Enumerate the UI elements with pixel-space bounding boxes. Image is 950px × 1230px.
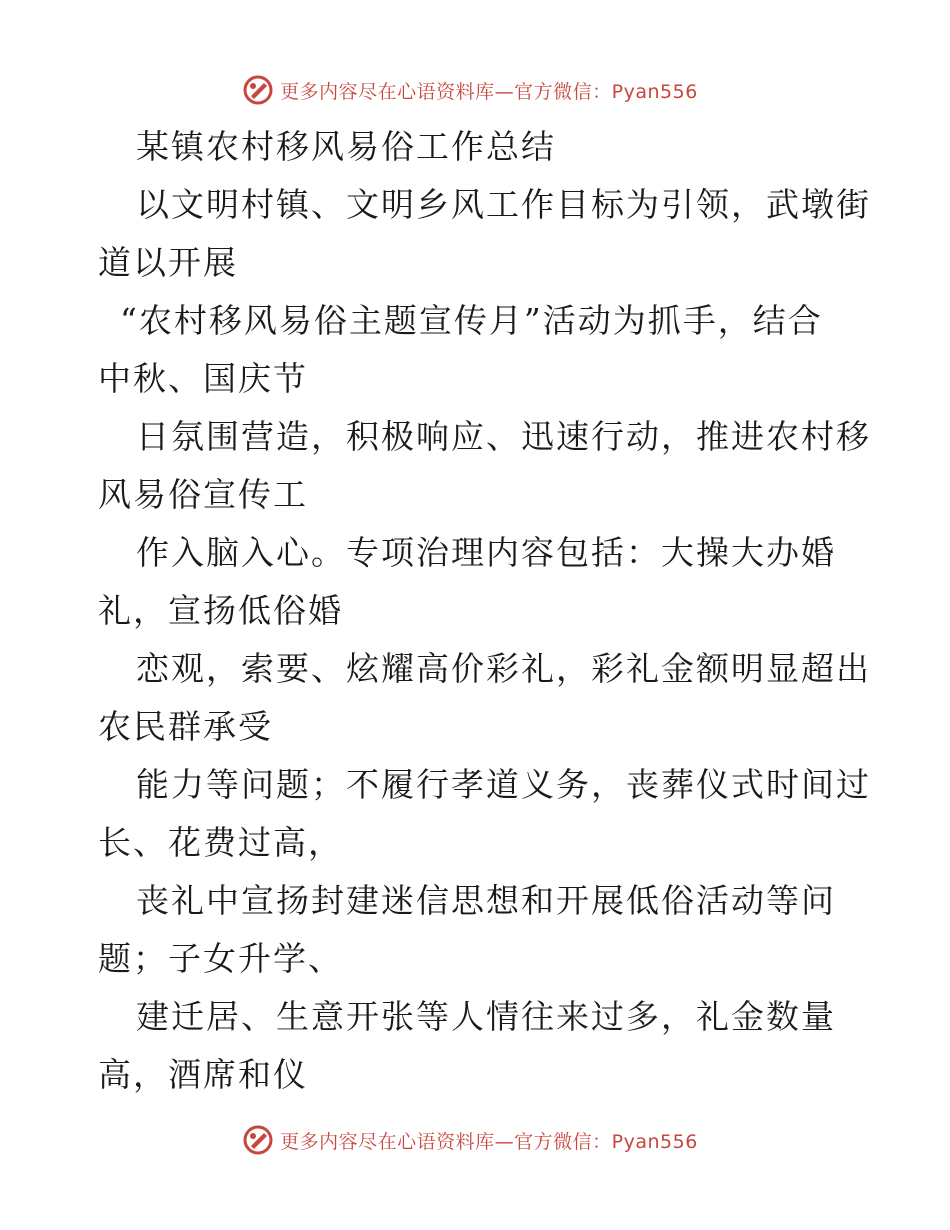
text-line: 恋观，索要、炫耀高价彩礼，彩礼金额明显超出: [136, 649, 871, 688]
brand-logo-icon: [242, 74, 274, 106]
text-line: 能力等问题；不履行孝道义务，丧葬仪式时间过: [136, 765, 871, 804]
text-line: 高，酒席和仪: [98, 1055, 308, 1094]
text-line: 道以开展: [98, 243, 238, 282]
text-line: 长、花费过高，: [98, 823, 343, 862]
document-body: [98, 118, 871, 1104]
text-line: 农民群承受: [98, 707, 273, 746]
footer-banner: [0, 1120, 950, 1160]
text-line: 中秋、国庆节: [98, 359, 308, 398]
header-banner: [0, 70, 950, 110]
banner-text: 更多内容尽在心语资料库—官方微信：Pyan556: [280, 80, 698, 103]
text-line: 丧礼中宣扬封建迷信思想和开展低俗活动等问: [136, 881, 836, 920]
text-line: 建迁居、生意开张等人情往来过多，礼金数量: [136, 997, 836, 1036]
text-line: 某镇农村移风易俗工作总结: [136, 127, 556, 166]
brand-logo-icon: [242, 1124, 274, 1156]
text-line: “农村移风易俗主题宣传月”活动为抓手，结合: [120, 301, 823, 340]
text-line: 作入脑入心。专项治理内容包括：大操大办婚: [136, 533, 836, 572]
text-line: 题；子女升学、: [98, 939, 343, 978]
text-line: 礼，宣扬低俗婚: [98, 591, 343, 630]
text-line: 以文明村镇、文明乡风工作目标为引领，武墩街: [136, 185, 871, 224]
text-line: 日氛围营造，积极响应、迅速行动，推进农村移: [136, 417, 871, 456]
banner-text: 更多内容尽在心语资料库—官方微信：Pyan556: [280, 1130, 698, 1153]
text-line: 风易俗宣传工: [98, 475, 308, 514]
